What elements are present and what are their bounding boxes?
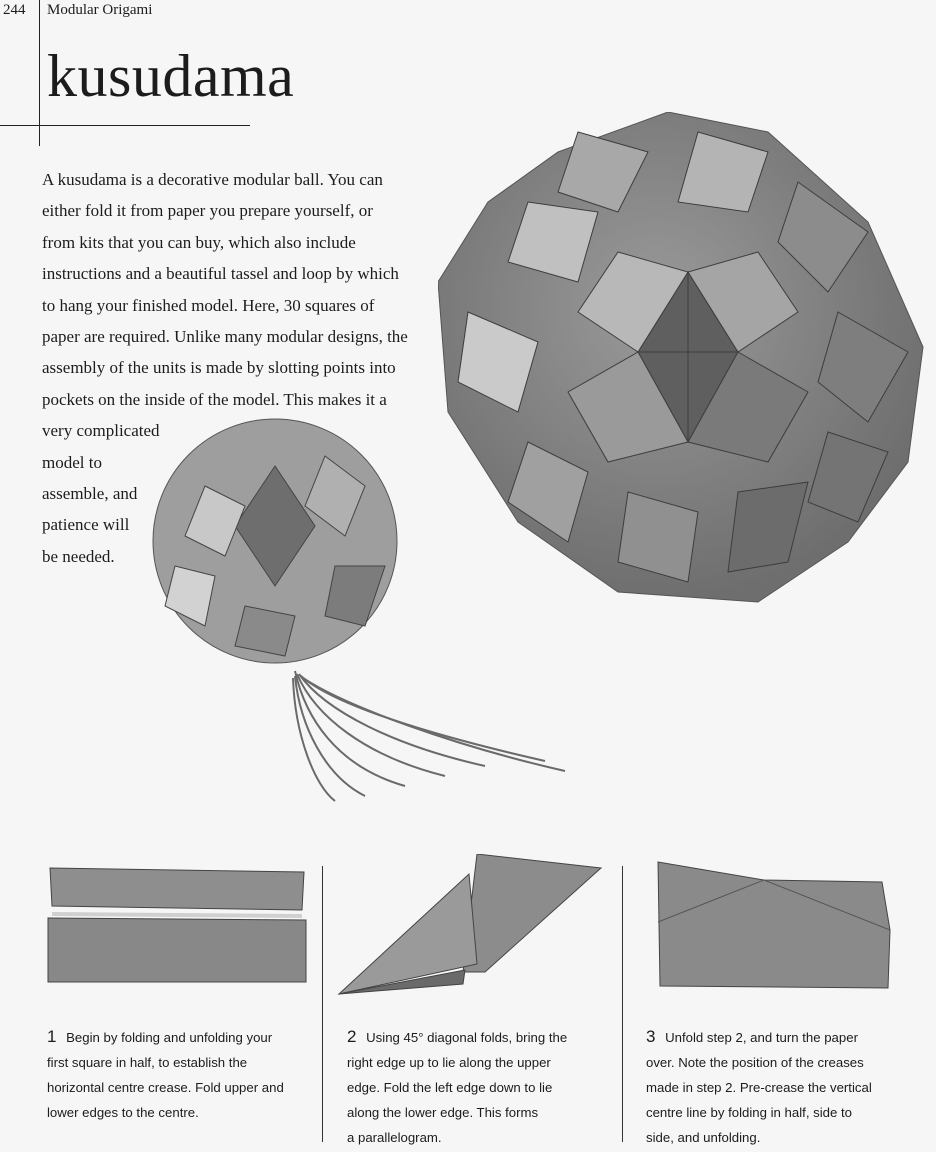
- page-number: 244: [3, 2, 26, 18]
- step-line: lower edges to the centre.: [47, 1105, 199, 1120]
- step-line: Unfold step 2, and turn the paper: [665, 1030, 858, 1045]
- step-number: 2: [347, 1027, 357, 1046]
- intro-line: from kits that you can buy, which also include: [42, 232, 356, 252]
- running-head: Modular Origami: [47, 2, 153, 18]
- intro-line: either fold it from paper you prepare yourself, or: [42, 201, 373, 221]
- step-2-text: [347, 1024, 567, 1150]
- intro-line: pockets on the inside of the model. This makes it a: [42, 389, 387, 409]
- step-line: centre line by folding in half, side to: [646, 1105, 852, 1120]
- page-title: kusudama: [47, 43, 295, 109]
- step-line: a parallelogram.: [347, 1130, 442, 1145]
- step-line: Begin by folding and unfolding your: [66, 1030, 273, 1045]
- intro-line: be needed.: [42, 546, 115, 566]
- step-line: Using 45° diagonal folds, bring the: [366, 1030, 568, 1045]
- intro-line: patience will: [42, 515, 130, 535]
- step-line: edge. Fold the left edge down to lie: [347, 1080, 553, 1095]
- intro-line: very complicated: [42, 421, 160, 441]
- step-line: over. Note the position of the creases: [646, 1055, 864, 1070]
- intro-line: instructions and a beautiful tassel and loop by which: [42, 264, 399, 284]
- step-number: 1: [47, 1027, 57, 1046]
- step-line: made in step 2. Pre-crease the vertical: [646, 1080, 872, 1095]
- step-line: side, and unfolding.: [646, 1130, 761, 1145]
- column-divider: [622, 866, 623, 1142]
- column-divider: [322, 866, 323, 1142]
- intro-line: model to: [42, 452, 102, 472]
- step-2-diagram: [335, 854, 605, 1000]
- intro-line: assembly of the units is made by slotting points into: [42, 358, 396, 378]
- step-number: 3: [646, 1027, 656, 1046]
- step-1-diagram: [46, 866, 308, 986]
- step-3-text: [646, 1024, 872, 1150]
- step-line: horizontal centre crease. Fold upper and: [47, 1080, 284, 1095]
- intro-line: assemble, and: [42, 484, 138, 504]
- kusudama-photo-small: [145, 416, 575, 806]
- intro-line: to hang your finished model. Here, 30 squares of: [42, 295, 375, 315]
- header-horizontal-rule: [0, 125, 250, 126]
- intro-line: paper are required. Unlike many modular designs, the: [42, 327, 408, 347]
- intro-line: A kusudama is a decorative modular ball. You can: [42, 170, 383, 189]
- step-3-diagram: [654, 860, 894, 990]
- step-line: along the lower edge. This forms: [347, 1105, 539, 1120]
- step-line: right edge up to lie along the upper: [347, 1055, 551, 1070]
- step-line: first square in half, to establish the: [47, 1055, 248, 1070]
- step-1-text: [47, 1024, 284, 1125]
